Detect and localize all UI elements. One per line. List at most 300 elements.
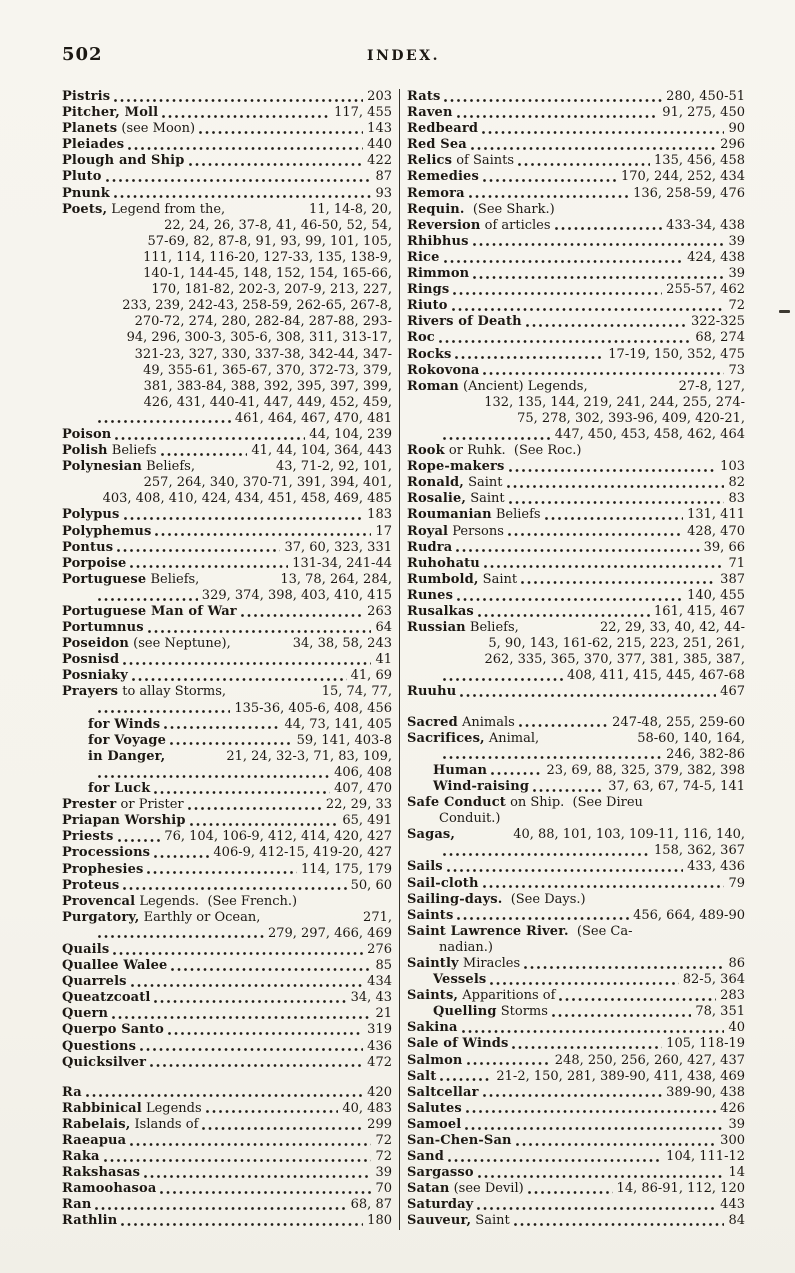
entry-pages: 420 [367, 1084, 392, 1100]
entry-term: Posnisd [62, 652, 120, 668]
index-entry-continuation [62, 379, 392, 395]
index-entry [407, 588, 745, 604]
entry-pages: 39 [728, 266, 745, 282]
entry-pages: 39 [728, 233, 745, 249]
entry-pages: 140, 455 [687, 587, 745, 603]
index-entry [407, 169, 745, 185]
dot-leader [467, 186, 631, 202]
entry-term: Poison [62, 426, 112, 442]
entry-term: Sakina [407, 1020, 458, 1036]
entry-text: Earthly or Ocean, [139, 909, 261, 925]
dot-leader [471, 266, 726, 282]
entry-pages: 21, 24, 32-3, 71, 83, 109, [226, 748, 392, 764]
entry-pages: 300 [720, 1133, 745, 1148]
entry-pages: 262, 335, 365, 370, 377, 381, 385, 387, [484, 652, 745, 668]
dot-leader [455, 105, 661, 121]
entry-pages: 37, 63, 67, 74-5, 141 [608, 778, 745, 794]
entry-term: Pontus [62, 539, 114, 555]
index-entry [407, 859, 745, 875]
index-entry [407, 1020, 745, 1036]
entry-pages: 68, 274 [695, 330, 745, 346]
entry-term: Russian [407, 620, 466, 636]
entry-term: Rimmon [407, 266, 470, 282]
entry-text: (See Days.) [502, 891, 586, 907]
entry-term: Sails [407, 859, 443, 875]
dot-leader [187, 153, 366, 169]
dot-leader [128, 556, 290, 572]
index-entry [407, 186, 745, 202]
index-entry [407, 507, 745, 523]
entry-pages: 276 [367, 941, 392, 957]
entry-text: of articles [480, 217, 551, 233]
dot-leader [553, 218, 665, 234]
dot-leader [442, 250, 686, 266]
index-entry [407, 347, 745, 363]
index-entry-continuation [62, 347, 392, 363]
dot-leader [481, 169, 619, 185]
entry-term: Ruhohatu [407, 555, 480, 571]
index-entry-continuation [407, 427, 745, 443]
entry-term: Saintly [407, 955, 459, 971]
entry-pages: 41, 69 [350, 668, 392, 684]
index-entry-continuation [62, 411, 392, 427]
entry-pages: 440 [367, 137, 392, 153]
index-entry [407, 540, 745, 556]
entry-text: (See Shark.) [464, 201, 555, 217]
entry-term: Pluto [62, 169, 102, 185]
dot-leader [146, 620, 374, 636]
index-entry-continuation [62, 491, 392, 507]
entry-term: Rabbinical [62, 1100, 142, 1116]
entry-term: Ra [62, 1084, 82, 1100]
entry-pages: 270-72, 274, 280, 282-84, 287-88, 293- [134, 314, 392, 330]
index-entry [62, 1006, 392, 1022]
entry-pages: 58-60, 140, 164, [637, 730, 745, 746]
entry-term: Priapan Worship [62, 813, 186, 829]
dot-leader [188, 813, 341, 829]
entry-pages: 279, 297, 466, 469 [267, 925, 392, 941]
index-entry [407, 298, 745, 314]
entry-term: Portuguese [62, 571, 147, 587]
index-entry [62, 958, 392, 974]
entry-text: Animal, [484, 730, 540, 746]
dot-leader [517, 715, 610, 731]
entry-pages: 105, 118-19 [666, 1036, 745, 1052]
entry-term: Pitcher, Moll [62, 105, 159, 121]
entry-pages: 57-69, 82, 87-8, 91, 93, 99, 101, 105, [147, 233, 392, 249]
dot-leader [519, 572, 718, 588]
index-entry [407, 892, 745, 908]
dot-leader [464, 1101, 718, 1117]
entry-term: Sagas, [407, 827, 456, 843]
entry-term: Sale of Winds [407, 1036, 509, 1052]
entry-term: for Luck [88, 781, 151, 797]
dot-leader [531, 779, 606, 795]
entry-pages: 321-23, 327, 330, 337-38, 342-44, 347- [134, 346, 392, 362]
dot-leader [453, 347, 606, 363]
dot-leader [122, 507, 366, 523]
entry-text: (See Ca- [568, 923, 633, 939]
index-entry [407, 556, 745, 572]
entry-pages: 135, 456, 458 [654, 153, 745, 169]
dot-leader [145, 862, 299, 878]
entry-pages: 447, 450, 453, 458, 462, 464 [554, 426, 745, 442]
entry-pages: 271, [363, 909, 392, 925]
index-entry [62, 797, 392, 813]
index-entry [62, 813, 392, 829]
entry-pages: 50, 60 [350, 877, 392, 893]
entry-text: nadian.) [439, 939, 493, 955]
index-entry [407, 443, 745, 459]
dot-leader [96, 765, 332, 781]
entry-pages: 93 [375, 185, 392, 201]
entry-term: Querpo Santo [62, 1022, 164, 1038]
index-entry-continuation [62, 234, 392, 250]
dot-leader [186, 797, 324, 813]
index-entry [407, 1213, 745, 1229]
entry-text: (see Neptune), [129, 636, 231, 652]
entry-term: Quern [62, 1006, 109, 1022]
entry-pages: 434 [367, 974, 392, 990]
entry-pages: 84 [728, 1213, 745, 1229]
entry-term: Portuguese Man of War [62, 604, 237, 619]
entry-pages: 79 [728, 875, 745, 891]
index-entry [62, 1133, 392, 1149]
dot-leader [239, 604, 365, 620]
entry-term: Raka [62, 1149, 100, 1165]
entry-term: Relics [407, 153, 453, 169]
entry-text: Saint [471, 1213, 510, 1229]
index-column-left [62, 89, 392, 1230]
entry-pages: 140-1, 144-45, 148, 152, 154, 165-66, [143, 266, 392, 282]
entry-text: Beliefs, [146, 571, 200, 587]
index-entry [62, 186, 392, 202]
index-entry-continuation [407, 747, 745, 763]
entry-term: Samoel [407, 1116, 462, 1132]
index-entry [62, 604, 392, 620]
entry-pages: 422 [367, 153, 392, 169]
entry-pages: 426, 431, 440-41, 447, 449, 452, 459, [143, 394, 392, 410]
entry-pages: 39, 66 [703, 539, 745, 555]
entry-term: Royal [407, 523, 449, 539]
entry-text: Saint [463, 475, 503, 491]
entry-term: Ruuhu [407, 684, 457, 700]
dot-leader [96, 926, 266, 942]
entry-pages: 104, 111-12 [666, 1149, 745, 1165]
index-entry [407, 250, 745, 266]
dot-leader [130, 668, 349, 684]
dot-leader [148, 1055, 365, 1071]
entry-term: Poets, [62, 201, 108, 217]
entry-term: Prayers [62, 684, 119, 700]
entry-text: Legends. (See French.) [135, 893, 298, 909]
dot-leader [441, 668, 565, 684]
index-entry [62, 443, 392, 459]
dot-leader [557, 988, 718, 1004]
entry-pages: 283 [720, 988, 745, 1004]
index-entry [407, 137, 745, 153]
entry-text: or Ruhk. (See Roc.) [444, 443, 582, 459]
dot-leader [480, 121, 726, 137]
index-entry [62, 1165, 392, 1181]
dot-leader [142, 1165, 373, 1181]
entry-term: Questions [62, 1038, 137, 1054]
index-entry [62, 1085, 392, 1101]
index-entry [62, 137, 392, 153]
entry-term: Redbeard [407, 121, 479, 137]
index-entry [62, 894, 392, 910]
index-entry-continuation [62, 282, 392, 298]
index-entry-continuation [407, 811, 745, 827]
entry-term: Rakshasas [62, 1165, 141, 1181]
entry-term: Sand [407, 1149, 444, 1165]
index-entry [62, 1181, 392, 1197]
index-entry [407, 491, 745, 507]
entry-pages: 131, 411 [687, 507, 745, 523]
index-entry [62, 990, 392, 1006]
dot-leader [476, 604, 652, 620]
entry-pages: 114, 175, 179 [301, 861, 392, 877]
entry-pages: 70 [375, 1181, 392, 1197]
entry-term: Sacred [407, 714, 458, 730]
entry-term: Requin. [407, 201, 465, 217]
page-header [62, 44, 745, 65]
dot-leader [152, 845, 211, 861]
entry-term: Proteus [62, 877, 120, 893]
entry-pages: 72 [375, 1133, 392, 1148]
entry-pages: 40 [728, 1020, 745, 1036]
entry-term: Rokovona [407, 362, 480, 378]
entry-pages: 103 [720, 459, 745, 475]
entry-text: Storms [496, 1004, 548, 1020]
index-entry [62, 1101, 392, 1117]
entry-term: Pleiades [62, 137, 125, 153]
entry-pages: 387 [720, 571, 745, 587]
index-entry [407, 972, 745, 988]
index-entry [62, 121, 392, 137]
dot-leader [482, 556, 727, 572]
entry-pages: 111, 114, 116-20, 127-33, 135, 138-9, [143, 249, 392, 265]
dot-leader [516, 153, 652, 169]
dot-leader [506, 524, 685, 540]
dot-leader [543, 507, 686, 523]
entry-pages: 15, 74, 77, [321, 684, 392, 700]
dot-leader [112, 89, 365, 105]
entry-term: Ronald, [407, 475, 464, 491]
scan-artifact-dash [779, 310, 790, 313]
entry-term: Roc [407, 330, 435, 346]
entry-term: Reversion [407, 217, 481, 233]
index-entry [62, 1197, 392, 1213]
entry-pages: 59, 141, 403-8 [296, 732, 392, 748]
entry-pages: 161, 415, 467 [654, 604, 745, 619]
entry-term: Provencal [62, 893, 136, 909]
dot-leader [526, 1181, 615, 1197]
entry-pages: 71 [728, 555, 745, 571]
dot-leader [446, 1149, 664, 1165]
entry-pages: 22, 29, 33 [325, 797, 392, 813]
index-entry [407, 715, 745, 731]
entry-pages: 136, 258-59, 476 [633, 185, 745, 201]
entry-pages: 17-19, 150, 352, 475 [608, 346, 745, 362]
entry-term: Saints, [407, 988, 459, 1004]
entry-term: Quelling [433, 1004, 497, 1020]
entry-term: Planets [62, 121, 118, 137]
entry-pages: 135-36, 405-6, 408, 456 [234, 700, 392, 716]
entry-term: Priests [62, 829, 114, 845]
entry-pages: 91, 275, 450 [662, 105, 745, 121]
entry-pages: 472 [367, 1054, 392, 1070]
index-entry-continuation [62, 363, 392, 379]
entry-term: Remedies [407, 169, 479, 185]
entry-pages: 90 [728, 121, 745, 137]
index-entry [407, 202, 745, 218]
dot-leader [96, 588, 200, 604]
index-entry [62, 169, 392, 185]
entry-term: Vessels [433, 972, 487, 988]
index-entry [407, 876, 745, 892]
entry-pages: 65, 491 [342, 813, 392, 829]
entry-term: Porpoise [62, 555, 127, 571]
entry-pages: 456, 664, 489-90 [633, 907, 745, 923]
dot-leader [96, 701, 232, 717]
entry-term: Remora [407, 185, 465, 201]
index-entry [407, 684, 745, 700]
index-entry-continuation [62, 588, 392, 604]
dot-leader [138, 1039, 365, 1055]
entry-term: Portumnus [62, 620, 144, 636]
index-entry [62, 974, 392, 990]
entry-term: Roumanian [407, 507, 492, 523]
entry-pages: 21 [375, 1006, 392, 1022]
index-entry-continuation [62, 330, 392, 346]
dot-leader [437, 330, 694, 346]
entry-term: Salt [407, 1068, 437, 1084]
index-entry-continuation [407, 843, 745, 859]
entry-pages: 296 [720, 137, 745, 153]
entry-pages: 83 [728, 491, 745, 507]
entry-term: Posniaky [62, 668, 128, 684]
index-entry [407, 988, 745, 1004]
entry-term: Sail-cloth [407, 875, 479, 891]
entry-pages: 158, 362, 367 [654, 843, 745, 859]
entry-term: Wind-raising [433, 778, 530, 794]
entry-pages: 381, 383-84, 388, 392, 395, 397, 399, [143, 378, 392, 394]
entry-pages: 170, 181-82, 202-3, 207-9, 213, 227, [151, 282, 392, 298]
dot-leader [481, 1085, 665, 1101]
entry-term: Rope-makers [407, 459, 505, 475]
dot-leader [128, 1133, 373, 1149]
dot-leader [116, 829, 163, 845]
entry-pages: 72 [375, 1149, 392, 1165]
entry-term: Safe Conduct [407, 795, 506, 811]
entry-term: in Danger, [88, 748, 166, 764]
index-entry [407, 731, 745, 747]
index-entry-continuation [407, 652, 745, 668]
entry-pages: 5, 90, 143, 161-62, 215, 223, 251, 261, [488, 636, 745, 652]
page-title: INDEX. [367, 48, 440, 64]
index-entry-continuation [407, 636, 745, 652]
index-entry-continuation [62, 298, 392, 314]
entry-term: Saturday [407, 1197, 474, 1213]
entry-text: Saint [478, 571, 518, 587]
index-entry-continuation [62, 218, 392, 234]
entry-pages: 183 [367, 507, 392, 523]
entry-text: Conduit.) [439, 811, 501, 827]
entry-text: Persons [448, 523, 504, 539]
index-entry-continuation [62, 701, 392, 717]
index-entry-continuation [62, 926, 392, 942]
entry-pages: 389-90, 438 [666, 1084, 745, 1100]
dot-leader [512, 1213, 727, 1229]
entry-term: Sargasso [407, 1165, 474, 1181]
entry-term: Plough and Ship [62, 153, 185, 169]
index-entry [62, 717, 392, 733]
entry-term: Poseidon [62, 636, 130, 652]
dot-leader [510, 1036, 664, 1052]
index-entry-continuation [407, 411, 745, 427]
dot-leader [204, 1101, 341, 1117]
index-entry [62, 781, 392, 797]
entry-pages: 329, 374, 398, 403, 410, 415 [201, 587, 392, 603]
dot-leader [514, 1133, 719, 1149]
index-entry-continuation [62, 475, 392, 491]
entry-term: Polish [62, 443, 108, 459]
entry-pages: 82 [728, 475, 745, 491]
dot-leader [200, 1117, 365, 1133]
dot-leader [104, 169, 374, 185]
entry-term: Sacrifices, [407, 730, 485, 746]
index-entry [407, 1069, 745, 1085]
entry-term: Queatzcoatl [62, 990, 151, 1006]
dot-leader [152, 781, 332, 797]
entry-term: Quarrels [62, 974, 127, 990]
entry-pages: 39 [375, 1165, 392, 1181]
entry-term: Raeapua [62, 1133, 127, 1148]
entry-pages: 433, 436 [687, 859, 745, 875]
entry-term: Salmon [407, 1052, 463, 1068]
entry-pages: 68, 87 [350, 1197, 392, 1213]
entry-pages: 428, 470 [687, 523, 745, 539]
entry-term: Riuto [407, 298, 448, 314]
entry-pages: 299 [367, 1116, 392, 1132]
entry-pages: 73 [728, 362, 745, 378]
index-entry [407, 924, 745, 940]
entry-term: Ramoohasoa [62, 1181, 157, 1197]
index-entry [407, 475, 745, 491]
index-entry-continuation [407, 668, 745, 684]
entry-pages: 76, 104, 106-9, 412, 414, 420, 427 [164, 829, 392, 845]
entry-term: Purgatory, [62, 909, 140, 925]
index-entry [407, 763, 745, 779]
entry-pages: 72 [728, 298, 745, 314]
dot-leader [115, 540, 282, 556]
entry-text: to allay Storms, [118, 684, 227, 700]
entry-term: Saints [407, 907, 454, 923]
dot-leader [471, 234, 727, 250]
entry-pages: 44, 104, 239 [309, 426, 392, 442]
entry-term: Sauveur, [407, 1213, 472, 1229]
entry-pages: 443 [720, 1197, 745, 1213]
dot-leader [524, 314, 689, 330]
dot-leader [507, 491, 727, 507]
entry-pages: 319 [367, 1022, 392, 1038]
index-entry [407, 1197, 745, 1213]
entry-term: Ran [62, 1197, 92, 1213]
dot-leader [102, 1149, 374, 1165]
entry-text: Saint [466, 491, 505, 507]
entry-pages: 11, 14-8, 20, [309, 201, 392, 217]
